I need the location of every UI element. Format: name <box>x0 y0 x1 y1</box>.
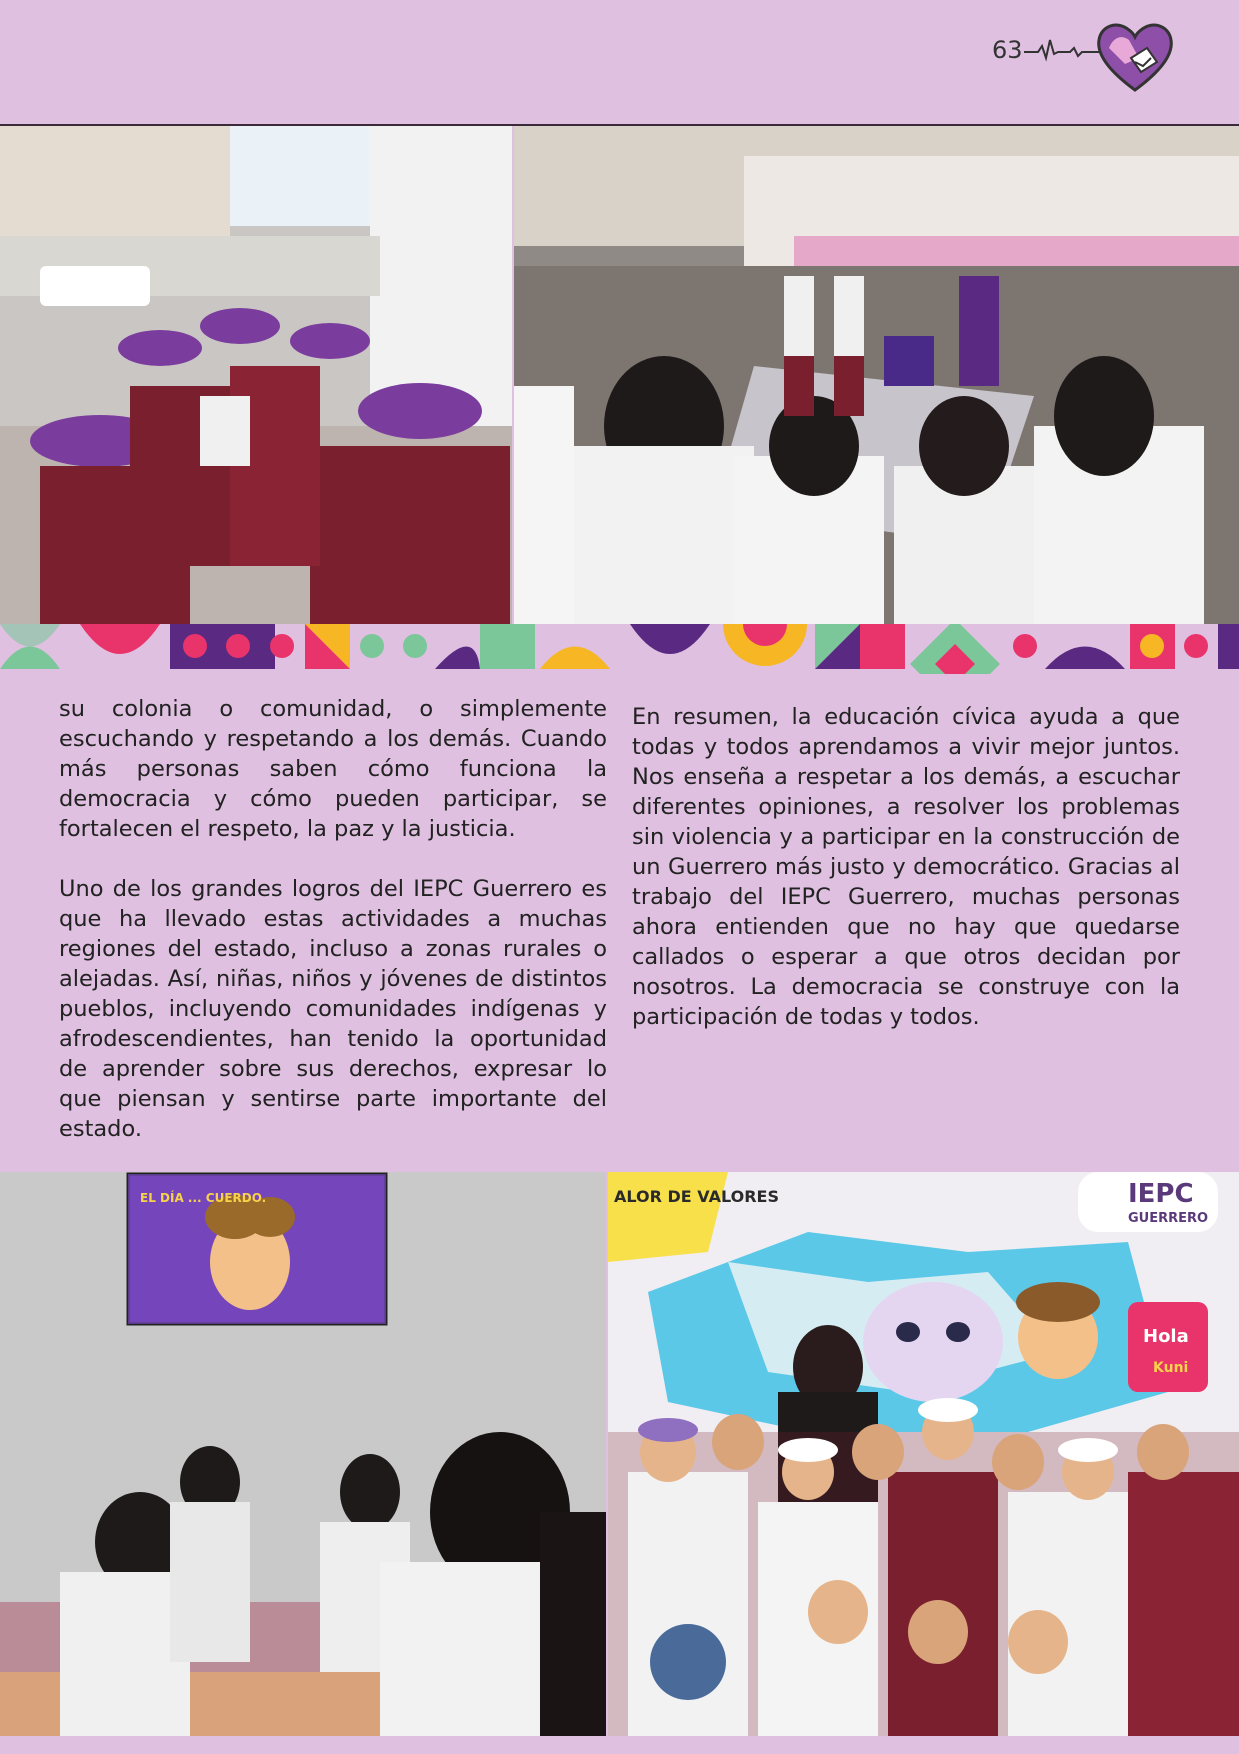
photo-group-with-mascot <box>608 1172 1239 1736</box>
left-paragraph-1: su colonia o comunidad, o simplemente escuchando y respetando a los demás. Cuando más personas saben cómo funciona la democracia y cómo pueden participar, se fortalecen el respeto, la paz y la justicia. <box>59 696 607 842</box>
page-number: 63 <box>992 36 1023 64</box>
pulse-line-icon <box>1024 30 1104 70</box>
photo-children-dice-game <box>514 126 1239 624</box>
heart-pulse-icon <box>1095 18 1175 98</box>
page-header <box>0 0 1239 126</box>
left-paragraph-2: Uno de los grandes logros del IEPC Guerrero es que ha llevado estas actividades a muchas regiones del estado, incluso a zonas rurales o alejadas. Así, niñas, niños y jóvenes de distintos pueblos, incluyendo comunidades indígenas y afrodescendientes, han tenido la oportunidad de aprender sobre sus derechos, expresar lo que piensan y sentirse parte importante del estado. <box>59 876 607 1142</box>
decorative-pattern-band <box>0 624 1239 674</box>
bubble-text: Hola <box>1143 1326 1189 1347</box>
photo-children-exercising <box>0 126 512 624</box>
body-left-column <box>59 694 607 1144</box>
screen-text: EL DÍA ... CUERDO. <box>140 1191 267 1205</box>
bubble-subtext: Kuni <box>1153 1360 1189 1376</box>
mural-text: ALOR DE VALORES <box>614 1187 779 1206</box>
iepc-logo-text: IEPC <box>1128 1179 1194 1209</box>
right-paragraph-1: En resumen, la educación cívica ayuda a que todas y todos aprendamos a vivir mejor juntos. Nos enseña a respetar a los demás, a escuchar diferentes opiniones, a resolver los problemas sin violencia y a participar en la construcción de un Guerrero más justo y democrático. Gracias al trabajo del IEPC Guerrero, muchas personas ahora entienden que no hay que quedarse callados o esperar a que otros decidan por nosotros. La democracia se construye con la participación de todas y todos. <box>632 704 1180 1030</box>
page-footer <box>0 1736 1239 1754</box>
body-right-column <box>632 702 1180 1032</box>
iepc-logo-subtext: GUERRERO <box>1128 1211 1209 1226</box>
photo-children-watching-screen <box>0 1172 606 1736</box>
